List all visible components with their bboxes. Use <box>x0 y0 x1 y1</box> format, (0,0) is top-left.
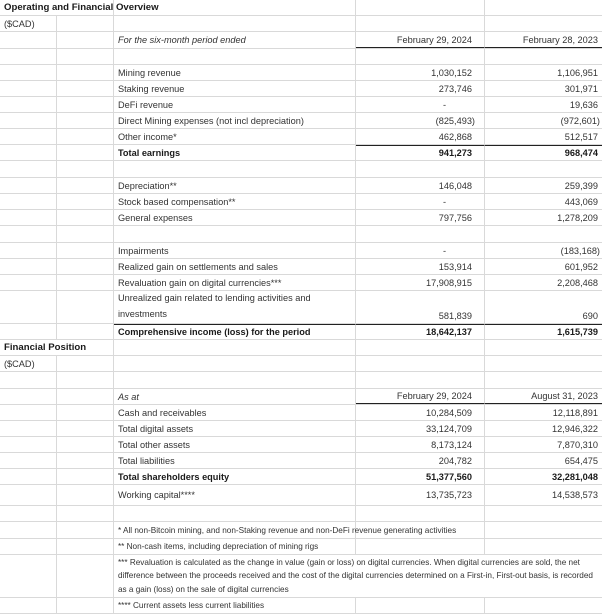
value-current[interactable]: - <box>356 194 485 209</box>
row-label-total-earnings[interactable]: Total earnings <box>114 145 356 160</box>
value-prior[interactable]: 1,106,951 <box>557 67 598 78</box>
empty-cell[interactable] <box>0 129 57 144</box>
empty-cell[interactable] <box>57 275 114 290</box>
table-row <box>0 437 602 453</box>
table-row <box>0 65 602 81</box>
empty-cell[interactable] <box>485 506 602 521</box>
empty-cell[interactable] <box>57 555 114 597</box>
empty-cell[interactable] <box>485 539 602 554</box>
value-current[interactable]: 51,377,560 <box>356 469 485 484</box>
column-header-current[interactable]: February 29, 2024 <box>356 32 485 48</box>
section-title-row <box>0 340 602 356</box>
empty-cell[interactable] <box>57 49 114 64</box>
column-header-row <box>0 389 602 405</box>
table-row <box>0 129 602 145</box>
empty-cell[interactable] <box>0 275 57 290</box>
spacer-row <box>0 372 602 389</box>
value-current[interactable]: 146,048 <box>356 178 485 193</box>
value-prior[interactable]: 32,281,048 <box>552 471 598 482</box>
empty-cell[interactable] <box>57 372 114 388</box>
table-row <box>0 485 602 506</box>
row-label[interactable]: Realized gain on settlements and sales <box>114 259 356 274</box>
empty-cell[interactable] <box>0 437 57 452</box>
row-label[interactable]: Staking revenue <box>114 81 356 96</box>
empty-cell[interactable] <box>0 372 57 388</box>
value-prior[interactable]: 12,118,891 <box>552 407 598 418</box>
empty-cell[interactable] <box>0 161 57 177</box>
row-label[interactable]: Total other assets <box>114 437 356 452</box>
empty-cell[interactable] <box>0 555 57 597</box>
value-prior[interactable]: 12,946,322 <box>552 423 598 434</box>
empty-cell[interactable] <box>356 16 485 31</box>
value-prior[interactable]: 512,517 <box>564 131 598 142</box>
empty-cell[interactable] <box>0 113 57 128</box>
value-current[interactable]: 8,173,124 <box>356 437 485 452</box>
row-label[interactable]: Impairments <box>114 243 356 258</box>
empty-cell[interactable] <box>0 506 57 521</box>
currency-row <box>0 16 602 32</box>
empty-cell[interactable] <box>57 539 114 554</box>
empty-cell[interactable] <box>0 522 57 538</box>
empty-cell[interactable] <box>114 16 356 31</box>
empty-cell[interactable] <box>57 356 114 371</box>
value-prior[interactable]: 1,278,209 <box>557 212 598 223</box>
empty-cell[interactable] <box>0 194 57 209</box>
row-label[interactable]: Total liabilities <box>114 453 356 468</box>
column-header-current[interactable]: February 29, 2024 <box>356 389 485 404</box>
section-title-operating[interactable]: Operating and Financial Overview <box>0 0 114 15</box>
value-current[interactable]: 204,782 <box>356 453 485 468</box>
section-title-row <box>0 0 602 16</box>
empty-cell[interactable] <box>0 210 57 225</box>
value-prior[interactable]: 690 <box>582 311 598 321</box>
empty-cell[interactable] <box>57 161 114 177</box>
value-prior[interactable]: 259,399 <box>564 180 598 191</box>
table-row <box>0 81 602 97</box>
value-prior[interactable]: 654,475 <box>564 455 598 466</box>
table-row <box>0 210 602 226</box>
row-label-shareholders-equity[interactable]: Total shareholders equity <box>114 469 356 484</box>
value-current[interactable]: 10,284,509 <box>356 405 485 420</box>
column-header-row <box>0 32 602 49</box>
empty-cell[interactable] <box>114 356 356 371</box>
row-label[interactable]: Other income* <box>114 129 356 144</box>
value-current[interactable]: 13,735,723 <box>356 485 485 505</box>
empty-cell[interactable] <box>356 340 485 355</box>
empty-cell[interactable] <box>57 97 114 112</box>
empty-cell[interactable] <box>0 485 57 505</box>
table-row <box>0 243 602 259</box>
empty-cell[interactable] <box>356 372 485 388</box>
empty-cell[interactable] <box>0 97 57 112</box>
row-label-comprehensive-income[interactable]: Comprehensive income (loss) for the period <box>114 324 356 339</box>
value-prior[interactable]: 7,870,310 <box>557 439 598 450</box>
empty-cell[interactable] <box>0 324 57 339</box>
empty-cell[interactable] <box>114 340 356 355</box>
empty-cell[interactable] <box>0 49 57 64</box>
empty-cell[interactable] <box>114 49 356 64</box>
row-label[interactable]: Cash and receivables <box>114 405 356 420</box>
footnote-2[interactable]: ** Non-cash items, including depreciation of mining rigs <box>114 539 356 554</box>
row-label[interactable]: Mining revenue <box>114 65 356 80</box>
row-label[interactable]: Total digital assets <box>114 421 356 436</box>
empty-cell[interactable] <box>0 226 57 242</box>
table-row <box>0 453 602 469</box>
empty-cell[interactable] <box>57 16 114 31</box>
empty-cell[interactable] <box>57 194 114 209</box>
section-title-position[interactable]: Financial Position <box>0 340 114 355</box>
row-label[interactable]: Unrealized gain related to lending activities and investments <box>114 291 356 323</box>
empty-cell[interactable] <box>0 405 57 420</box>
spacer-row <box>0 226 602 243</box>
empty-cell[interactable] <box>114 226 356 242</box>
spacer-row <box>0 49 602 65</box>
empty-cell[interactable] <box>0 65 57 80</box>
value-current[interactable]: 1,030,152 <box>356 65 485 80</box>
value-prior[interactable]: (972,601) <box>560 115 600 126</box>
empty-cell[interactable] <box>0 243 57 258</box>
empty-cell[interactable] <box>0 178 57 193</box>
empty-cell[interactable] <box>0 32 57 48</box>
footnote-row <box>0 522 602 539</box>
value-prior[interactable]: 2,208,468 <box>557 277 598 288</box>
footnote-row <box>0 598 602 614</box>
row-label[interactable]: Direct Mining expenses (not incl depreciation) <box>114 113 356 128</box>
value-current[interactable]: 17,908,915 <box>356 275 485 290</box>
value-prior[interactable]: 443,069 <box>564 196 598 207</box>
footnote-row <box>0 555 602 598</box>
footnote-3[interactable]: *** Revaluation is calculated as the change in value (gain or loss) on digital currencies. When digital currencies are sold, the net difference between the proceeds received and the cost of the digital currencies determined on a First-in, First-out basis, is recorded as a gain (loss) on the sale of digital currencies <box>118 557 593 594</box>
value-prior[interactable]: 301,971 <box>564 83 598 94</box>
empty-cell[interactable] <box>356 539 485 554</box>
row-label[interactable]: General expenses <box>114 210 356 225</box>
empty-cell[interactable] <box>57 291 114 323</box>
spacer-row <box>0 161 602 178</box>
empty-cell[interactable] <box>356 161 485 177</box>
table-row <box>0 113 602 129</box>
empty-cell[interactable] <box>485 16 602 31</box>
empty-cell[interactable] <box>356 356 485 371</box>
value-current[interactable]: 581,839 <box>356 291 485 323</box>
empty-cell[interactable] <box>57 129 114 144</box>
empty-cell[interactable] <box>57 506 114 521</box>
empty-cell[interactable] <box>57 324 114 339</box>
empty-cell[interactable] <box>0 259 57 274</box>
empty-cell[interactable] <box>57 210 114 225</box>
table-row <box>0 275 602 291</box>
empty-cell[interactable] <box>356 226 485 242</box>
table-row <box>0 178 602 194</box>
value-prior[interactable]: 1,615,739 <box>485 324 602 339</box>
value-current[interactable]: - <box>356 97 485 112</box>
empty-cell[interactable] <box>57 178 114 193</box>
row-label[interactable]: DeFi revenue <box>114 97 356 112</box>
value-current[interactable]: 462,868 <box>356 129 485 144</box>
value-current[interactable]: 18,642,137 <box>356 324 485 339</box>
value-current[interactable]: (825,493) <box>356 113 485 128</box>
empty-cell[interactable] <box>0 145 57 160</box>
empty-cell[interactable] <box>57 485 114 505</box>
empty-cell[interactable] <box>0 539 57 554</box>
value-prior[interactable]: 968,474 <box>485 145 602 160</box>
row-label[interactable]: Stock based compensation** <box>114 194 356 209</box>
empty-cell[interactable] <box>57 259 114 274</box>
empty-cell[interactable] <box>57 226 114 242</box>
empty-cell[interactable] <box>485 0 602 15</box>
empty-cell[interactable] <box>57 405 114 420</box>
period-label[interactable]: For the six-month period ended <box>114 32 356 48</box>
empty-cell[interactable] <box>0 469 57 484</box>
empty-cell[interactable] <box>485 522 602 538</box>
empty-cell[interactable] <box>57 453 114 468</box>
empty-cell[interactable] <box>0 421 57 436</box>
column-header-prior[interactable]: August 31, 2023 <box>485 389 602 404</box>
empty-cell[interactable] <box>57 145 114 160</box>
empty-cell[interactable] <box>0 291 57 323</box>
empty-cell[interactable] <box>114 161 356 177</box>
footnote-1[interactable]: * All non-Bitcoin mining, and non-Staking revenue and non-DeFi revenue generating activities <box>114 522 356 538</box>
total-row <box>0 324 602 340</box>
footnote-4[interactable]: **** Current assets less current liabilities <box>114 598 356 613</box>
value-current[interactable]: 941,273 <box>356 145 485 160</box>
empty-cell[interactable] <box>485 226 602 242</box>
empty-cell[interactable] <box>57 81 114 96</box>
empty-cell[interactable] <box>0 453 57 468</box>
empty-cell[interactable] <box>485 372 602 388</box>
empty-cell[interactable] <box>485 161 602 177</box>
total-row <box>0 469 602 485</box>
empty-cell[interactable] <box>485 340 602 355</box>
currency-row <box>0 356 602 372</box>
empty-cell[interactable] <box>485 356 602 371</box>
empty-cell[interactable] <box>57 32 114 48</box>
empty-cell[interactable] <box>57 243 114 258</box>
empty-cell[interactable] <box>356 522 485 538</box>
currency-label[interactable]: ($CAD) <box>0 16 57 31</box>
empty-cell[interactable] <box>114 0 356 15</box>
table-row <box>0 97 602 113</box>
table-row <box>0 259 602 275</box>
empty-cell[interactable] <box>57 522 114 538</box>
empty-cell[interactable] <box>114 372 356 388</box>
table-row <box>0 291 602 324</box>
empty-cell[interactable] <box>485 49 602 64</box>
empty-cell[interactable] <box>0 389 57 404</box>
empty-cell[interactable] <box>356 49 485 64</box>
value-current[interactable]: 273,746 <box>356 81 485 96</box>
table-row <box>0 194 602 210</box>
value-prior[interactable]: 14,538,573 <box>552 490 598 500</box>
empty-cell[interactable] <box>57 437 114 452</box>
row-label[interactable]: Working capital**** <box>114 485 356 505</box>
value-current[interactable]: 33,124,709 <box>356 421 485 436</box>
column-header-prior[interactable]: February 28, 2023 <box>485 32 602 48</box>
empty-cell[interactable] <box>57 469 114 484</box>
total-row <box>0 145 602 161</box>
row-label[interactable]: Revaluation gain on digital currencies*** <box>114 275 356 290</box>
empty-cell[interactable] <box>356 0 485 15</box>
empty-cell[interactable] <box>356 506 485 521</box>
empty-cell[interactable] <box>57 421 114 436</box>
footnote-row <box>0 539 602 555</box>
value-current[interactable]: 797,756 <box>356 210 485 225</box>
empty-cell[interactable] <box>114 506 356 521</box>
table-row <box>0 405 602 421</box>
empty-cell[interactable] <box>57 113 114 128</box>
value-prior[interactable]: 601,952 <box>564 261 598 272</box>
spacer-row <box>0 506 602 522</box>
as-at-label[interactable]: As at <box>114 389 356 404</box>
empty-cell[interactable] <box>57 389 114 404</box>
value-prior[interactable]: (183,168) <box>560 245 600 256</box>
empty-cell[interactable] <box>57 65 114 80</box>
value-current[interactable]: - <box>356 243 485 258</box>
currency-label[interactable]: ($CAD) <box>0 356 57 371</box>
row-label[interactable]: Depreciation** <box>114 178 356 193</box>
table-row <box>0 421 602 437</box>
empty-cell[interactable] <box>0 81 57 96</box>
value-current[interactable]: 153,914 <box>356 259 485 274</box>
value-prior[interactable]: 19,636 <box>569 99 598 110</box>
